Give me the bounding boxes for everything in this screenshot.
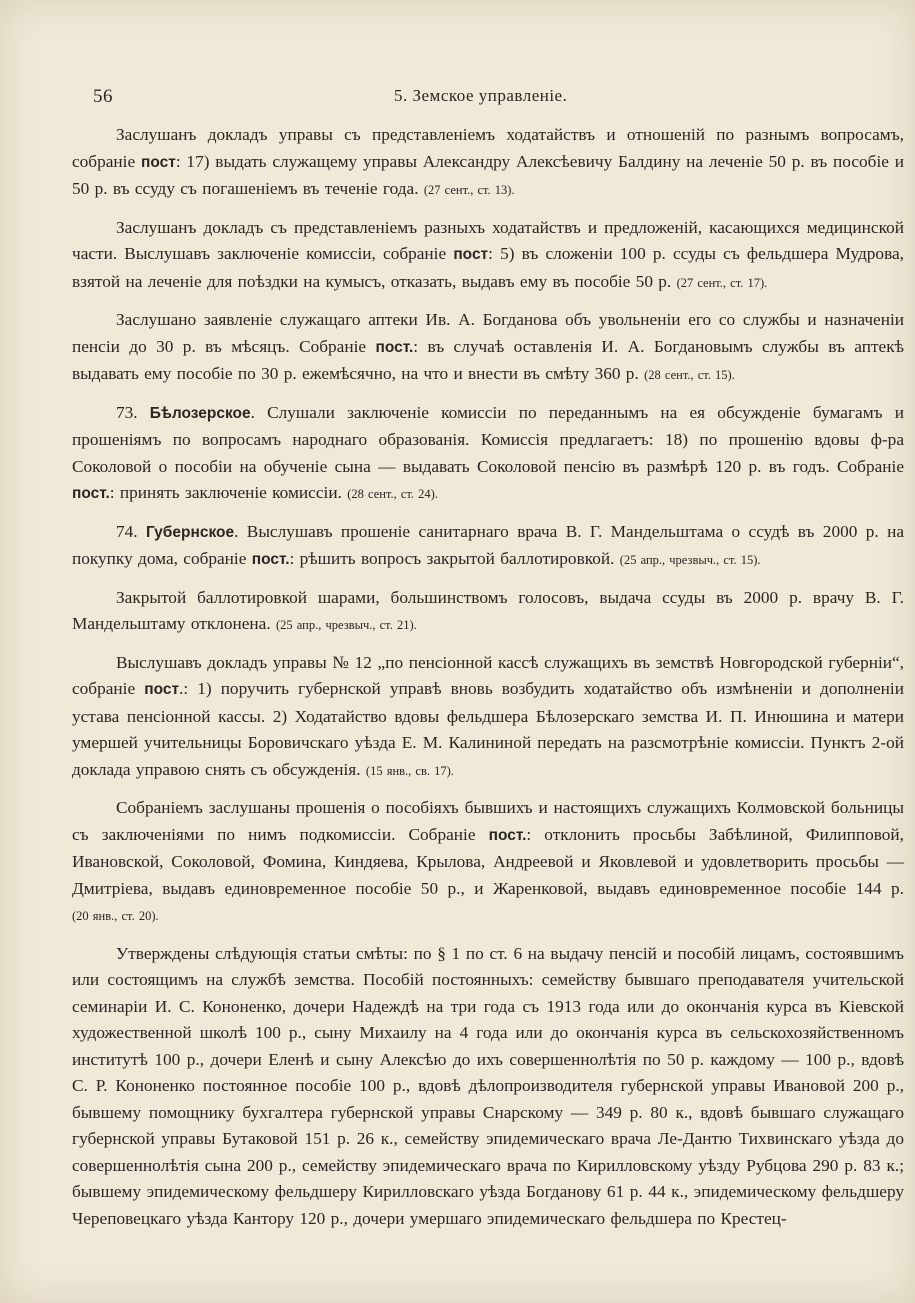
paragraph-text: Выслушавъ докладъ управы № 12 „по пенсіонной кассѣ служащихъ въ земствѣ Новгородской губерніи“, собраніе bbox=[72, 652, 904, 698]
paragraph-4 bbox=[72, 400, 904, 508]
session-reference: (15 янв., св. 17). bbox=[365, 763, 454, 778]
paragraph-text: Заслушанъ докладъ управы съ представленіемъ ходатайствъ и отношеній по разнымъ вопросамъ, собраніе bbox=[72, 125, 904, 171]
paragraph-2 bbox=[72, 215, 904, 297]
decision-keyword: пост. bbox=[72, 485, 110, 502]
paragraph-text: : 5) въ сложеніи 100 р. ссуды съ фельдшера Мудрова, взятой на леченіе для поѣздки на кумысъ, отказать, выдавъ ему въ пособіе 50 р. bbox=[72, 244, 905, 291]
section-number: 73. bbox=[116, 402, 150, 422]
decision-keyword: пост. bbox=[488, 826, 527, 844]
paragraph-text: : рѣшить вопросъ закрытой баллотировкой. bbox=[289, 549, 620, 568]
paragraph-text: Заслушано заявленіе служащаго аптеки Ив. А. Богданова объ увольненіи его со службы и назначеніи пенсіи до 30 р. въ мѣсяцъ. Собраніе bbox=[72, 310, 904, 356]
session-reference: (25 апр., чрезвыч., ст. 15). bbox=[619, 553, 761, 567]
paragraph-7 bbox=[72, 650, 904, 785]
paragraph-text: . Слушали заключеніе комиссіи по переданнымъ на ея обсужденіе бумагамъ и прошеніямъ по вопросамъ народнаго образованія. Комиссія предлагаетъ: 18) по прошенію вдовы ф-ра Соколовой о пособіи на обученіе сына — выдавать Соколовой пенсію въ размѣрѣ 120 р. въ годъ. Собраніе bbox=[72, 402, 905, 476]
section-number: 74. bbox=[116, 521, 146, 541]
running-title: 5. Земское управленіе. bbox=[394, 86, 568, 105]
paragraph-text: Собраніемъ заслушаны прошенія о пособіяхъ бывшихъ и настоящихъ служащихъ Колмовской больницы съ заключеніями по нимъ подкомиссіи. Собраніе bbox=[72, 798, 904, 844]
page-body bbox=[72, 122, 904, 1243]
paragraph-5 bbox=[72, 519, 904, 574]
session-reference: (28 сент., ст. 15). bbox=[644, 368, 735, 382]
paragraph-1 bbox=[72, 122, 904, 204]
session-reference: (27 сент., ст. 17). bbox=[676, 275, 768, 290]
session-reference: (25 апр., чрезвыч., ст. 21). bbox=[276, 618, 417, 632]
paragraph-3 bbox=[72, 307, 904, 389]
session-reference: (27 сент., ст. 13). bbox=[423, 183, 515, 197]
paragraph-text: .: 1) поручить губернской управѣ вновь возбудить ходатайство объ измѣненіи и дополненіи устава пенсіонной кассы. 2) Ходатайство вдовы фельдшера Бѣлозерскаго земства И. П. Инюшина и матери умершей учительницы Боровичскаго уѣзда Е. М. Калининой передать на разсмотрѣніе комиссіи. Пунктъ 2-ой доклада управою снять съ обсужденія. bbox=[72, 679, 904, 779]
paragraph-text: : 17) выдать служащему управы Александру Алексѣевичу Балдину на леченіе 50 р. въ пособіе и 50 р. въ ссуду съ погашеніемъ въ теченіе года. bbox=[72, 151, 904, 198]
decision-keyword: пост bbox=[144, 681, 180, 698]
page-number: 56 bbox=[93, 86, 113, 107]
paragraph-text: Утверждены слѣдующія статьи смѣты: по § 1 по ст. 6 на выдачу пенсій и пособій лицамъ, состоявшимъ или состоящимъ на службѣ земства. Пособій постоянныхъ: семейству бывшаго преподавателя учительской семинаріи И. С. Кононенко, дочери Надеждѣ на три года съ 1913 года или до окончанія курса въ Кіевской художественной школѣ 100 р., сыну Михаилу на 4 года или до окончанія курса въ сельскохозяйственномъ институтѣ 100 р., дочери Еленѣ и сыну Алексѣю до ихъ совершеннолѣтія по 50 р. каждому — 100 р., вдовѣ С. Р. Кононенко постоянное пособіе 100 р., вдовѣ дѣлопроизводителя губернской управы Ивановой 200 р., бывшему помощнику бухгалтера губернской управы Снарскому — 349 р. 80 к., вдовѣ бывшаго служащаго губернской управы Бутаковой 151 р. 26 к., семейству эпидемическаго врача Ле-Дантю Тихвинскаго уѣзда до совершеннолѣтія сына 200 р., семейству эпидемическаго врача по Кирилловскому уѣзду Рубцова 290 р. 83 к.; бывшему эпидемическому фельдшеру Кирилловскаго уѣзда Богданову 61 р. 44 к., эпидемическому фельдшеру Череповецкаго уѣзда Кантору 120 р., дочери умершаго эпидемическаго фельдшера по Крестец- bbox=[72, 943, 904, 1228]
paragraph-text: : въ случаѣ оставленія И. А. Богдановымъ службы въ аптекѣ выдавать ему пособіе по 30 р. ежемѣсячно, на что и внести въ смѣту 360 р. bbox=[72, 336, 904, 383]
paragraph-9 bbox=[72, 941, 904, 1233]
paragraph-text: : отклонить просьбы Забѣлиной, Филипповой, Ивановской, Соколовой, Фомина, Киндяева, Крылова, Андреевой и Яковлевой и удовлетворить просьбы — Дмитріева, выдавъ единовременное пособіе 50 р., и Жаренковой, выдавъ единовременное пособіе 144 р. bbox=[72, 824, 905, 898]
decision-keyword: пост bbox=[140, 153, 176, 171]
section-name: Губернское bbox=[145, 523, 235, 541]
paragraph-6 bbox=[72, 585, 904, 639]
decision-keyword: пост. bbox=[375, 338, 414, 356]
paragraph-text: . Выслушавъ прошеніе санитарнаго врача В. Г. Мандельштама о ссудѣ въ 2000 р. на покупку дома, собраніе bbox=[72, 521, 904, 568]
section-name: Бѣлозерское bbox=[149, 404, 251, 422]
decision-keyword: пост. bbox=[251, 551, 290, 568]
paragraph-8 bbox=[72, 795, 904, 930]
paragraph-text: : принять заключеніе комиссіи. bbox=[109, 483, 348, 502]
session-reference: (20 янв., ст. 20). bbox=[72, 909, 159, 923]
paragraph-text: Закрытой баллотировкой шарами, большинствомъ голосовъ, выдача ссуды въ 2000 р. врачу В. Г. Мандельштаму отклонена. bbox=[72, 587, 904, 633]
page-header bbox=[0, 86, 915, 110]
decision-keyword: пост bbox=[453, 246, 489, 263]
session-reference: (28 сент., ст. 24). bbox=[347, 487, 438, 501]
paragraph-text: Заслушанъ докладъ съ представленіемъ разныхъ ходатайствъ и предложеній, касающихся медицинской части. Выслушавъ заключеніе комиссіи, собраніе bbox=[72, 217, 904, 263]
